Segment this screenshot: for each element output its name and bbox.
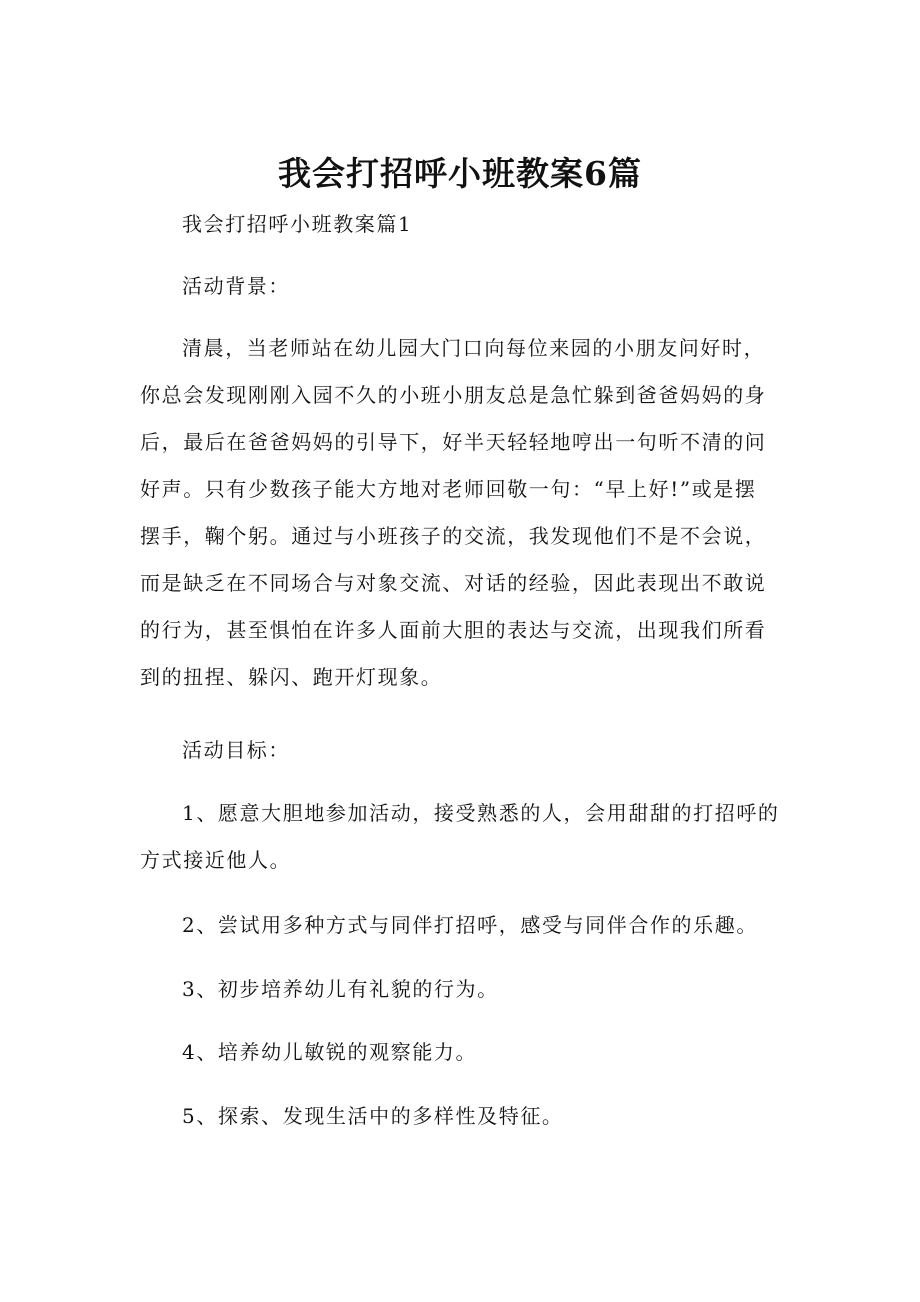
goal-item-5: 5、探索、发现生活中的多样性及特征。 [182, 1104, 564, 1128]
goal-item-1: 1、愿意大胆地参加活动，接受熟悉的人，会用甜甜的打招呼的 [182, 801, 780, 825]
background-paragraph-line: 好声。只有少数孩子能大方地对老师回敬一句：“早上好!”或是摆 [140, 477, 757, 501]
goal-item-1-continued: 方式接近他人。 [140, 848, 292, 872]
goal-item-3: 3、初步培养幼儿有礼貌的行为。 [182, 977, 499, 1001]
goal-item-2: 2、尝试用多种方式与同伴打招呼，感受与同伴合作的乐趣。 [182, 913, 758, 937]
background-paragraph-line: 而是缺乏在不同场合与对象交流、对话的经验，因此表现出不敢说 [140, 571, 767, 595]
background-paragraph-line: 你总会发现刚刚入园不久的小班小朋友总是急忙躲到爸爸妈妈的身 [140, 383, 767, 407]
section-heading: 我会打招呼小班教案篇1 [182, 212, 413, 236]
goals-label: 活动目标： [182, 738, 290, 762]
document-title: 我会打招呼小班教案6篇 [278, 154, 642, 193]
background-paragraph-line: 后，最后在爸爸妈妈的引导下，好半天轻轻地哼出一句听不清的问 [140, 430, 767, 454]
background-label: 活动背景： [182, 274, 290, 298]
background-paragraph-line: 清晨，当老师站在幼儿园大门口向每位来园的小朋友问好时， [182, 336, 766, 360]
background-paragraph-line: 的行为，甚至惧怕在许多人面前大胆的表达与交流，出现我们所看 [140, 618, 767, 642]
background-paragraph-line: 摆手，鞠个躬。通过与小班孩子的交流，我发现他们不是不会说， [140, 524, 767, 548]
background-paragraph-line: 到的扭捏、躲闪、跑开灯现象。 [140, 665, 443, 689]
goal-item-4: 4、培养幼儿敏锐的观察能力。 [182, 1040, 478, 1064]
